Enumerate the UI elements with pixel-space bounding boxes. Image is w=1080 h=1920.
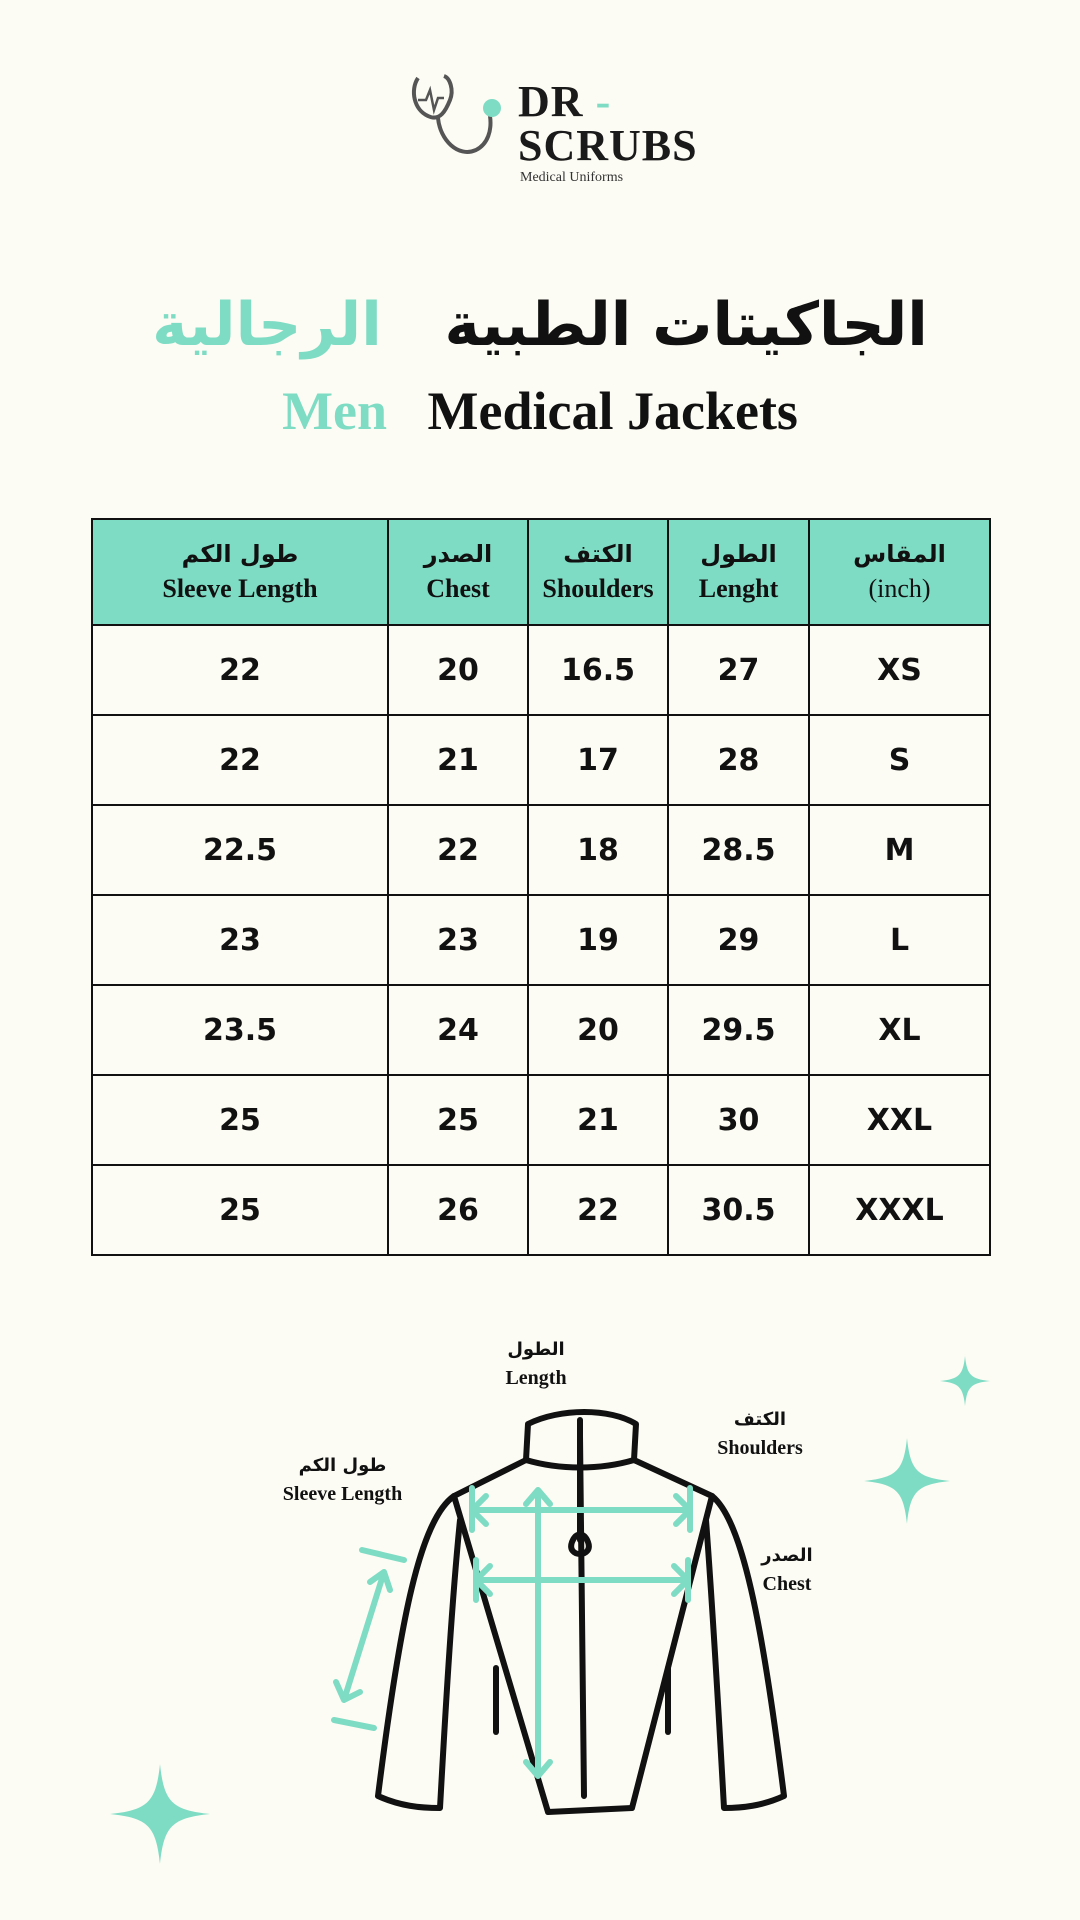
cell-size: XS: [809, 625, 990, 715]
brand-dash: -: [595, 77, 612, 126]
page-title-english: [0, 380, 1080, 442]
table-row: [92, 1165, 990, 1255]
title-en-main: Medical Jackets: [427, 381, 798, 441]
cell-length: 27: [668, 625, 809, 715]
header-length: [668, 519, 809, 625]
cell-sleeve: 23.5: [92, 985, 388, 1075]
cell-chest: 21: [388, 715, 528, 805]
label-ar: طول الكم: [298, 1455, 387, 1476]
cell-sleeve: 25: [92, 1165, 388, 1255]
sparkle-icon: [940, 1356, 990, 1406]
header-en: Shoulders: [542, 573, 654, 603]
header-en: Sleeve Length: [162, 573, 318, 603]
label-en: Chest: [762, 1573, 812, 1595]
cell-sleeve: 22: [92, 715, 388, 805]
cell-size: S: [809, 715, 990, 805]
cell-size: XXXL: [809, 1165, 990, 1255]
cell-length: 29: [668, 895, 809, 985]
cell-size: L: [809, 895, 990, 985]
label-en: Length: [505, 1367, 567, 1389]
cell-shoulders: 22: [528, 1165, 668, 1255]
sparkle-icon: [110, 1764, 210, 1864]
cell-sleeve: 25: [92, 1075, 388, 1165]
label-ar: الصدر: [761, 1545, 813, 1566]
cell-shoulders: 20: [528, 985, 668, 1075]
cell-sleeve: 22: [92, 625, 388, 715]
cell-shoulders: 16.5: [528, 625, 668, 715]
table-row: [92, 1075, 990, 1165]
cell-chest: 22: [388, 805, 528, 895]
header-ar: المقاس: [853, 540, 946, 569]
cell-size: XXL: [809, 1075, 990, 1165]
header-en: Lenght: [698, 573, 779, 603]
brand-name-line2: SCRUBS: [518, 121, 698, 170]
brand-logo: [410, 70, 698, 190]
title-ar-accent: الرجالية: [152, 290, 382, 360]
brand-name-line1: DR -: [518, 77, 612, 126]
header-shoulders: [528, 519, 668, 625]
cell-chest: 23: [388, 895, 528, 985]
brand-subtitle: Medical Uniforms: [520, 170, 624, 185]
cell-length: 28.5: [668, 805, 809, 895]
header-ar: الطول: [700, 540, 777, 569]
sparkle-icon: [864, 1438, 950, 1524]
header-chest: [388, 519, 528, 625]
cell-shoulders: 17: [528, 715, 668, 805]
cell-length: 30: [668, 1075, 809, 1165]
cell-size: M: [809, 805, 990, 895]
table-row: [92, 625, 990, 715]
stethoscope-icon: [410, 70, 510, 160]
size-chart-table: [91, 518, 991, 1256]
cell-shoulders: 21: [528, 1075, 668, 1165]
header-ar: طول الكم: [181, 540, 299, 569]
cell-shoulders: 18: [528, 805, 668, 895]
header-en: (inch): [868, 573, 931, 603]
page-title-arabic: [0, 290, 1080, 360]
header-ar: الكتف: [563, 540, 633, 569]
table-row: [92, 715, 990, 805]
header-size: [809, 519, 990, 625]
cell-length: 28: [668, 715, 809, 805]
cell-size: XL: [809, 985, 990, 1075]
label-en: Sleeve Length: [282, 1483, 403, 1505]
cell-chest: 25: [388, 1075, 528, 1165]
cell-shoulders: 19: [528, 895, 668, 985]
label-ar: الطول: [507, 1339, 565, 1360]
title-en-accent: Men: [282, 381, 388, 441]
cell-length: 29.5: [668, 985, 809, 1075]
table-row: [92, 985, 990, 1075]
cell-length: 30.5: [668, 1165, 809, 1255]
header-en: Chest: [426, 573, 490, 603]
cell-sleeve: 23: [92, 895, 388, 985]
cell-chest: 20: [388, 625, 528, 715]
header-sleeve: [92, 519, 388, 625]
table-row: [92, 895, 990, 985]
header-ar: الصدر: [423, 540, 493, 569]
label-ar: الكتف: [733, 1409, 787, 1430]
table-row: [92, 805, 990, 895]
cell-sleeve: 22.5: [92, 805, 388, 895]
cell-chest: 24: [388, 985, 528, 1075]
cell-chest: 26: [388, 1165, 528, 1255]
jacket-outline-icon: [378, 1412, 784, 1812]
title-ar-main: الجاكيتات الطبية: [444, 290, 928, 360]
label-en: Shoulders: [717, 1437, 803, 1459]
table-header-row: [92, 519, 990, 625]
